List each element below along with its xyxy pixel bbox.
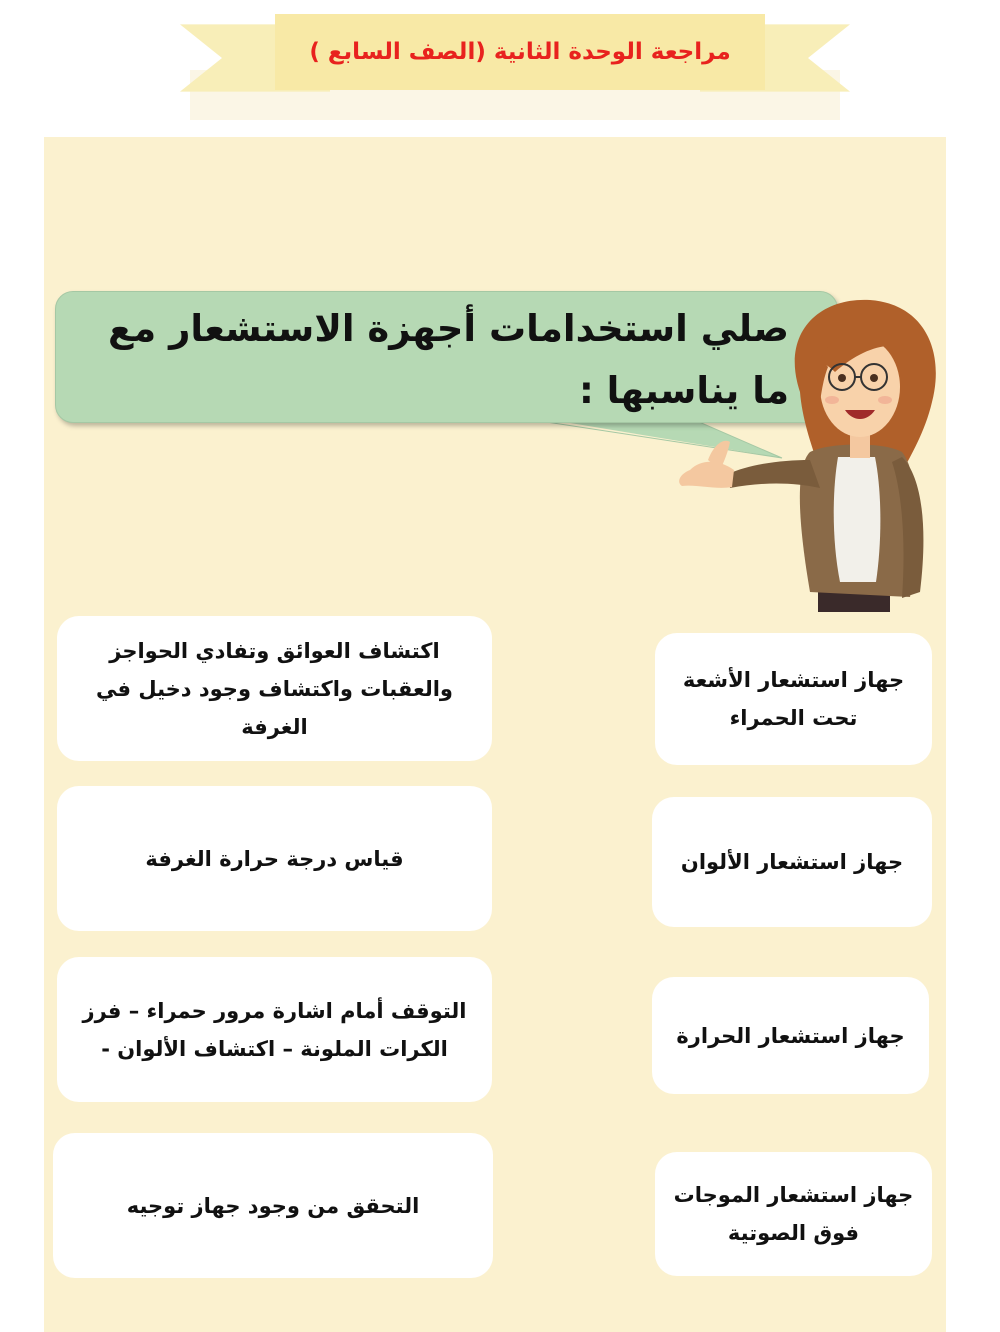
sensor-text-2: جهاز استشعار الألوان (680, 850, 904, 874)
header-banner (180, 0, 850, 122)
use-card-2[interactable] (57, 786, 492, 931)
use-card-3[interactable] (57, 957, 492, 1102)
sensor-text-4: جهاز استشعار الموجات فوق الصوتية (673, 1183, 914, 1245)
page-title: مراجعة الوحدة الثانية (الصف السابع ) (309, 39, 731, 65)
use-card-4[interactable] (53, 1133, 493, 1278)
sensor-card-1[interactable] (655, 633, 932, 765)
use-text-3: التوقف أمام اشارة مرور حمراء – فرز الكرات الملونة – اكتشاف الألوان - (82, 998, 467, 1061)
use-text-1: اكتشاف العوائق وتفادي الحواجز والعقبات واكتشاف وجود دخيل في الغرفة (96, 638, 453, 739)
sensor-card-4[interactable] (655, 1152, 932, 1276)
sensor-card-2[interactable] (652, 797, 932, 927)
sensor-text-1: جهاز استشعار الأشعة تحت الحمراء (682, 668, 905, 730)
use-text-2: قياس درجة حرارة الغرفة (145, 846, 404, 871)
instruction-text: صلي استخدامات أجهزة الاستشعار مع ما يناسبها : (108, 307, 789, 412)
sensor-text-3: جهاز استشعار الحرارة (676, 1023, 905, 1048)
teacher-illustration (670, 292, 940, 612)
use-card-1[interactable] (57, 616, 492, 761)
use-text-4: التحقق من وجود جهاز توجيه (126, 1193, 420, 1218)
title-ribbon (275, 14, 765, 90)
sensor-card-3[interactable] (652, 977, 929, 1094)
